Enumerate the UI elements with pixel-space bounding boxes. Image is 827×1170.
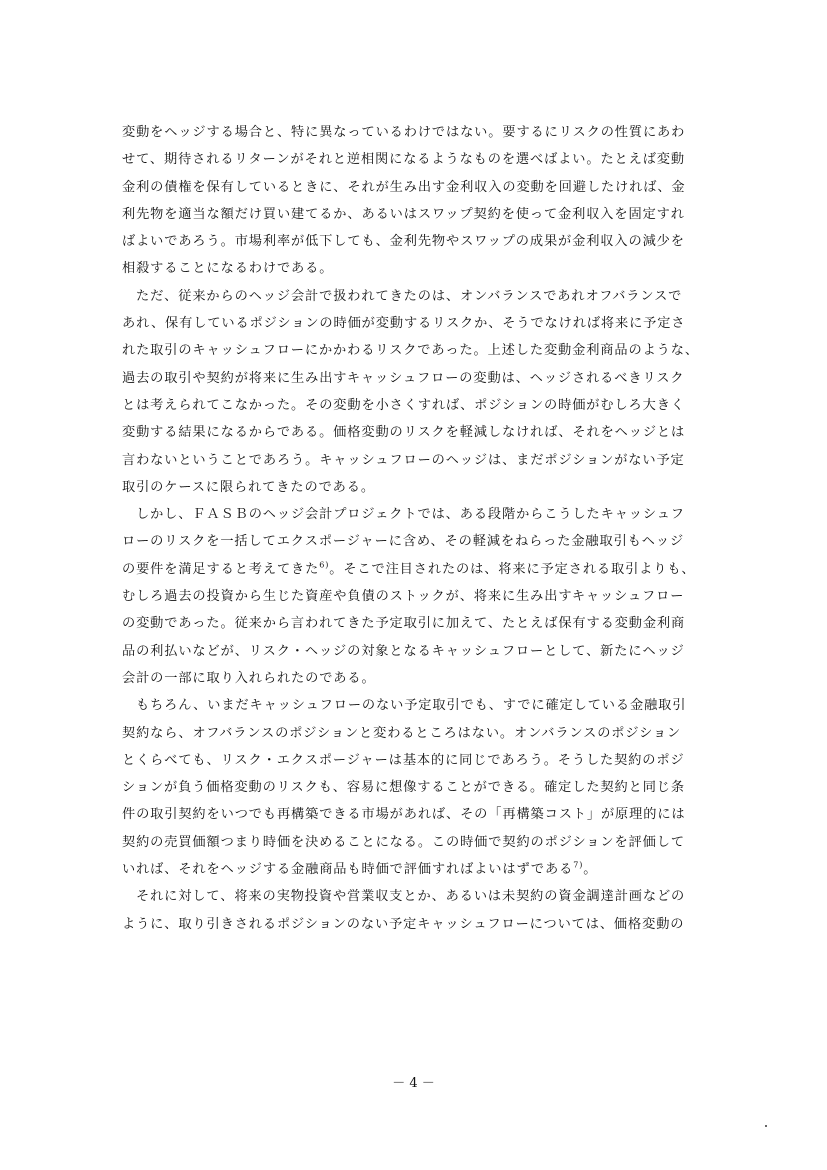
footnote-ref: 7) [573, 860, 584, 870]
text-segment: の要件を満足すると考えてきた [122, 561, 320, 577]
text-line: 言わないということであろう。キャッシュフローのヘッジは、まだポジションがない予定 [122, 452, 685, 468]
text-line: れた取引のキャッシュフローにかかわるリスクであった。上述した変動金利商品のような、 [122, 343, 699, 359]
page-number: － 4 － [392, 1076, 435, 1091]
text-line: 品の利払いなどが、リスク・ヘッジの対象となるキャッシュフローとして、新たにヘッジ [122, 643, 685, 659]
text-line: 取引のケースに限られてきたのである。 [122, 479, 375, 495]
text-line: しかし、ＦＡＳＢのヘッジ会計プロジェクトでは、ある段階からこうしたキャッシュフ [136, 507, 685, 523]
text-line: 相殺することになるわけである。 [122, 261, 334, 277]
text-line: 利先物を適当な額だけ買い建てるか、あるいはスワップ契約を使って金利収入を固定すれ [122, 206, 685, 222]
text-line: ローのリスクを一括してエクスポージャーに含め、その軽減をねらった金融取引もヘッジ [122, 534, 685, 550]
text-line: 金利の債権を保有しているときに、それが生み出す金利収入の変動を回避したければ、金 [122, 179, 686, 195]
body-text [122, 119, 762, 938]
text-line: それに対して、将来の実物投資や営業収支とか、あるいは未契約の資金調達計画などの [136, 889, 686, 905]
text-segment: 。そこで注目されたのは、将来に予定される取引よりも、 [329, 561, 696, 577]
text-line: 会計の一部に取り入れられたのである。 [122, 670, 376, 686]
text-line: 件の取引契約をいつでも再構築できる市場があれば、その「再構築コスト」が原理的には [122, 807, 686, 823]
text-segment: いれば、それをヘッジする金融商品も時価で評価すればよいはずである [122, 862, 574, 878]
text-line: ように、取り引きされるポジションのない予定キャッシュフローについては、価格変動の [122, 916, 685, 932]
text-segment: 。 [583, 862, 598, 878]
text-line: 過去の取引や契約が将来に生み出すキャッシュフローの変動は、ヘッジされるべきリスク [122, 370, 685, 386]
text-line: の変動であった。従来から言われてきた予定取引に加えて、たとえば保有する変動金利商 [122, 616, 686, 632]
text-line: ションが負う価格変動のリスクも、容易に想像することができる。確定した契約と同じ条 [122, 780, 685, 796]
text-line: ばよいであろう。市場利率が低下しても、金利先物やスワップの成果が金利収入の減少を [122, 234, 685, 250]
scan-speck [765, 1125, 767, 1127]
text-line: ただ、従来からのヘッジ会計で扱われてきたのは、オンバランスであれオフバランスで [136, 288, 683, 304]
text-line: あれ、保有しているポジションの時価が変動するリスクか、そうでなければ将来に予定さ [122, 316, 686, 332]
text-line [122, 856, 762, 883]
text-line: 契約なら、オフバランスのポジションと変わるところはない。オンバランスのポジション [122, 725, 682, 741]
text-line: むしろ過去の投資から生じた資産や負債のストックが、将来に生み出すキャッシュフロー [122, 589, 685, 605]
text-line: 変動する結果になるからである。価格変動のリスクを軽減しなければ、それをヘッジとは [122, 425, 686, 441]
text-line: とくらべても、リスク・エクスポージャーは基本的に同じであろう。そうした契約のポジ [122, 752, 685, 768]
text-line: とは考えられてこなかった。その変動を小さくすれば、ポジションの時価がむしろ大きく [122, 397, 685, 413]
text-line [122, 556, 762, 583]
text-line: 契約の売買価額つまり時価を決めることになる。この時価で契約のポジションを評価して [122, 834, 685, 850]
text-line: せて、期待されるリターンがそれと逆相関になるようなものを選べばよい。たとえば変動 [122, 152, 685, 168]
text-line: もちろん、いまだキャッシュフローのない予定取引でも、すでに確定している金融取引 [136, 698, 687, 714]
text-line: 変動をヘッジする場合と、特に異なっているわけではない。要するにリスクの性質にあわ [122, 125, 686, 140]
footnote-ref: 6) [319, 560, 330, 570]
